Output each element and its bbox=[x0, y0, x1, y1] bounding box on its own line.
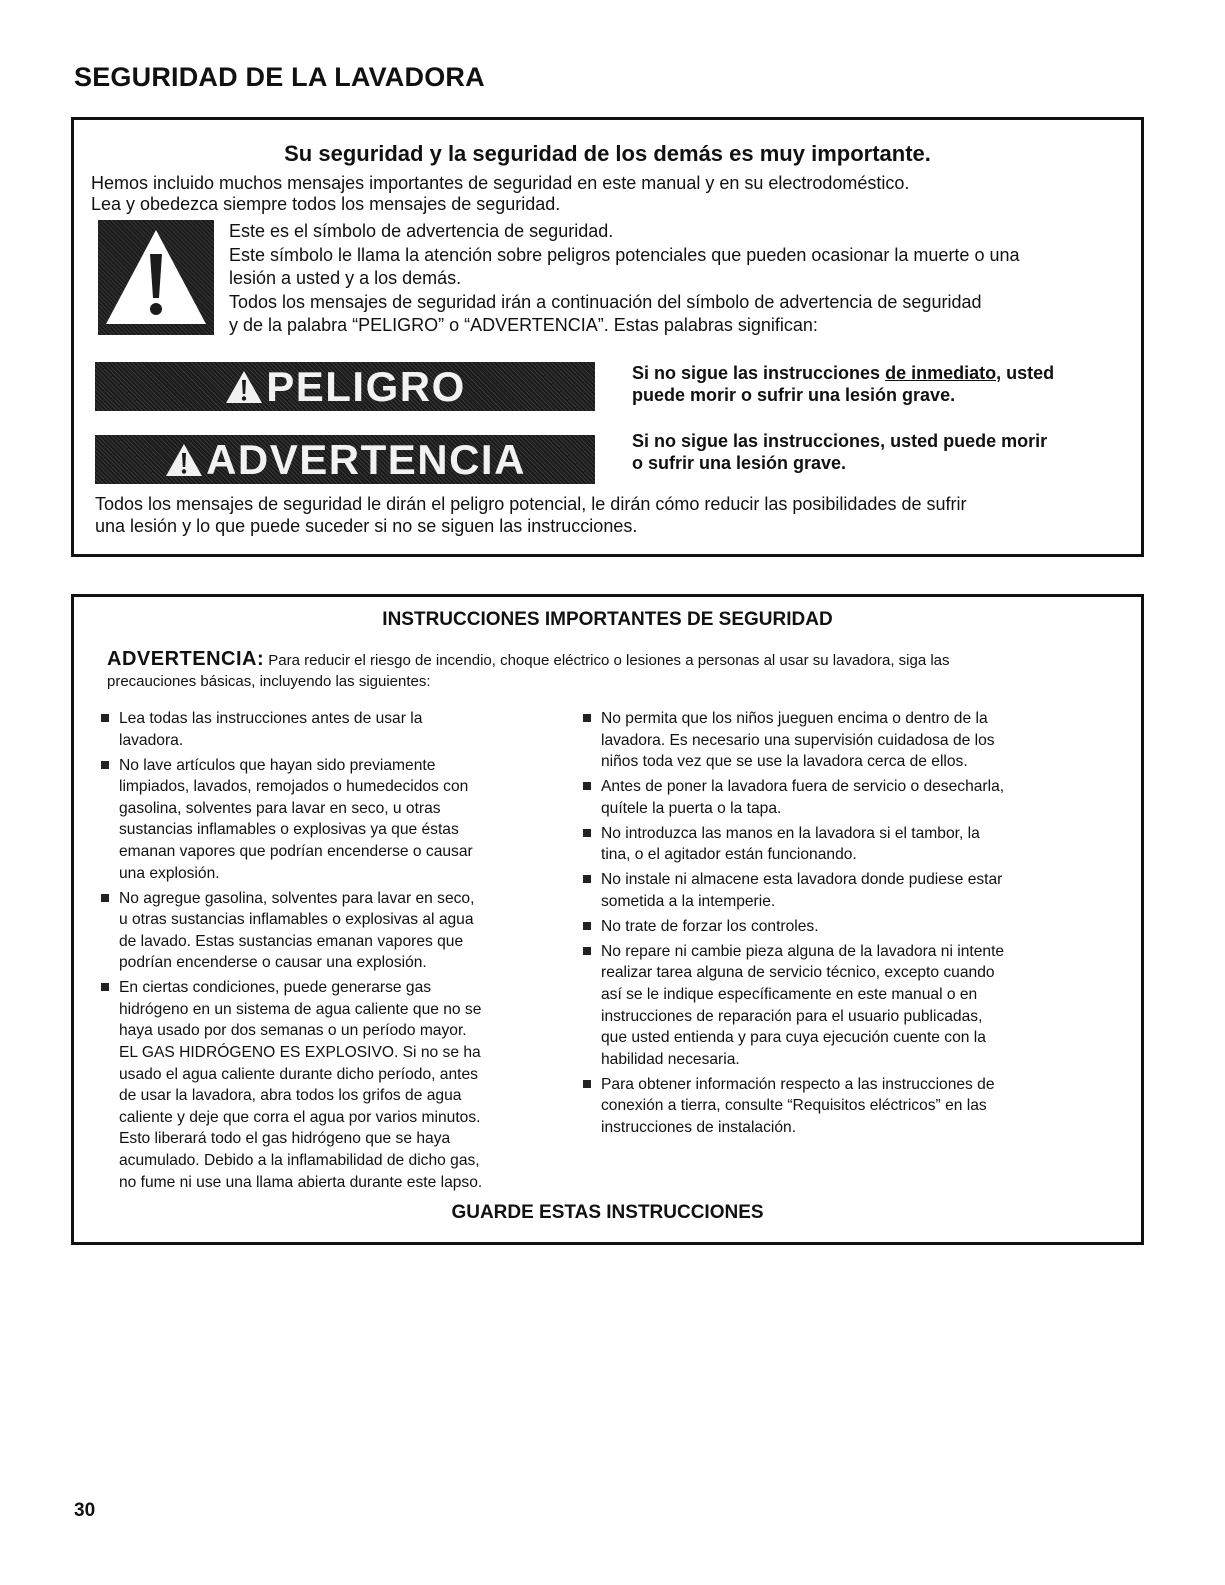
symbol-explanation bbox=[229, 220, 1129, 338]
instructions-right-column bbox=[583, 708, 1073, 1142]
instruction-line: lavadora. bbox=[119, 731, 184, 749]
warning-label: ADVERTENCIA bbox=[206, 436, 526, 483]
instruction-line: instrucciones de instalación. bbox=[601, 1119, 797, 1137]
instruction-line: tina, o el agitador están funcionando. bbox=[601, 846, 857, 864]
square-bullet-icon bbox=[583, 714, 591, 722]
square-bullet-icon bbox=[101, 761, 109, 769]
warning-description bbox=[632, 430, 1132, 474]
instruction-line: Lea todas las instrucciones antes de usar la bbox=[119, 710, 423, 727]
safety-intro bbox=[91, 173, 909, 215]
instruction-line: u otras sustancias inflamables o explosivas al agua bbox=[119, 911, 474, 929]
instruction-line: limpiados, lavados, remojados o humedecidos con bbox=[119, 778, 469, 796]
instruction-line: Para obtener información respecto a las instrucciones de bbox=[601, 1075, 995, 1093]
warning-text: Para reducir el riesgo de incendio, choque eléctrico o lesiones a personas al usar su lavadora, siga las bbox=[268, 652, 950, 669]
square-bullet-icon bbox=[583, 875, 591, 883]
instruction-line: de lavado. Estas sustancias emanan vapores que bbox=[119, 932, 464, 950]
instruction-line: haya usado por dos semanas o un período mayor. bbox=[119, 1022, 467, 1040]
instruction-line: No instale ni almacene esta lavadora donde pudiese estar bbox=[601, 871, 1003, 889]
instruction-line: instrucciones de reparación para el usuario publicadas, bbox=[601, 1007, 983, 1025]
instruction-line: podrían encenderse o causar una explosión. bbox=[119, 954, 427, 972]
danger-desc-text: Si no sigue las instrucciones bbox=[632, 363, 886, 383]
instruction-line: realizar tarea alguna de servicio técnico, excepto cuando bbox=[601, 964, 995, 982]
instruction-line: No permita que los niños jueguen encima o dentro de la bbox=[601, 710, 988, 727]
instruction-line: En ciertas condiciones, puede generarse gas bbox=[119, 979, 432, 997]
instruction-line: que usted entienda y para cuya ejecución cuente con la bbox=[601, 1029, 986, 1047]
instruction-line: sustancias inflamables o explosivas ya que éstas bbox=[119, 821, 459, 839]
instruction-line: conexión a tierra, consulte “Requisitos eléctricos” en las bbox=[601, 1097, 987, 1115]
instruction-item bbox=[101, 977, 541, 1193]
symbol-line: lesión a usted y a los demás. bbox=[229, 268, 462, 288]
square-bullet-icon bbox=[583, 922, 591, 930]
instruction-line: niños toda vez que se use la lavadora cerca de ellos. bbox=[601, 753, 968, 771]
page-title: SEGURIDAD DE LA LAVADORA bbox=[74, 62, 485, 92]
safety-heading: Su seguridad y la seguridad de los demás es muy importante. bbox=[284, 141, 931, 166]
footer-line: una lesión y lo que puede suceder si no se siguen las instrucciones. bbox=[95, 516, 638, 536]
intro-line: Lea y obedezca siempre todos los mensajes de seguridad. bbox=[91, 194, 561, 214]
instruction-line: no fume ni use una llama abierta durante este lapso. bbox=[119, 1173, 483, 1191]
square-bullet-icon bbox=[101, 894, 109, 902]
square-bullet-icon bbox=[583, 829, 591, 837]
symbol-line: y de la palabra “PELIGRO” o “ADVERTENCIA”. Estas palabras significan: bbox=[229, 315, 818, 335]
instructions-left-column bbox=[101, 708, 541, 1197]
instruction-line: No introduzca las manos en la lavadora si el tambor, la bbox=[601, 824, 980, 842]
instruction-item bbox=[583, 869, 1073, 912]
instruction-line: hidrógeno en un sistema de agua caliente que no se bbox=[119, 1000, 482, 1018]
danger-desc-text: puede morir o sufrir una lesión grave. bbox=[632, 385, 956, 405]
instruction-line: No repare ni cambie pieza alguna de la lavadora ni intente bbox=[601, 942, 1005, 960]
instruction-item bbox=[101, 888, 541, 974]
danger-label: PELIGRO bbox=[266, 363, 466, 410]
warning-triangle-icon bbox=[164, 442, 204, 478]
instructions-box bbox=[71, 594, 1144, 1245]
warning-desc-text: o sufrir una lesión grave. bbox=[632, 453, 847, 473]
safety-footer bbox=[95, 493, 1115, 537]
symbol-line: Todos los mensajes de seguridad irán a continuación del símbolo de advertencia de seguridad bbox=[229, 291, 982, 312]
instruction-line: No trate de forzar los controles. bbox=[601, 917, 819, 935]
instructions-warning bbox=[107, 649, 1117, 692]
instruction-line: habilidad necesaria. bbox=[601, 1050, 740, 1068]
square-bullet-icon bbox=[583, 947, 591, 955]
instruction-line: caliente y deje que corra el agua por varios minutos. bbox=[119, 1108, 481, 1126]
instruction-line: una explosión. bbox=[119, 864, 220, 882]
instruction-line: emanan vapores que podrían encenderse o causar bbox=[119, 842, 473, 860]
instruction-line: EL GAS HIDRÓGENO ES EXPLOSIVO. Si no se ha bbox=[119, 1044, 481, 1062]
instruction-line: sometida a la intemperie. bbox=[601, 892, 776, 910]
warning-text: precauciones básicas, incluyendo las siguientes: bbox=[107, 673, 431, 690]
instruction-item bbox=[583, 776, 1073, 819]
instruction-item bbox=[583, 823, 1073, 866]
warning-desc-text: Si no sigue las instrucciones, usted puede morir bbox=[632, 431, 1048, 451]
instruction-item bbox=[583, 916, 1073, 938]
footer-line: Todos los mensajes de seguridad le dirán el peligro potencial, le dirán cómo reducir las posibilidades de sufrir bbox=[95, 494, 967, 514]
instruction-line: No lave artículos que hayan sido previamente bbox=[119, 756, 436, 774]
instruction-line: gasolina, solventes para lavar en seco, u otras bbox=[119, 799, 441, 817]
intro-line: Hemos incluido muchos mensajes importantes de seguridad en este manual y en su electrodoméstico. bbox=[91, 173, 910, 193]
instruction-line: de usar la lavadora, abra todos los grifos de agua bbox=[119, 1087, 462, 1105]
square-bullet-icon bbox=[583, 1080, 591, 1088]
instruction-line: No agregue gasolina, solventes para lavar en seco, bbox=[119, 889, 475, 907]
instruction-line: quítele la puerta o la tapa. bbox=[601, 799, 782, 817]
save-instructions-footer: GUARDE ESTAS INSTRUCCIONES bbox=[451, 1202, 764, 1223]
symbol-line: Este símbolo le llama la atención sobre peligros potenciales que pueden ocasionar la muerte o una bbox=[229, 244, 1020, 265]
safety-message-box bbox=[71, 117, 1144, 557]
instruction-line: Esto liberará todo el gas hidrógeno que se haya bbox=[119, 1130, 451, 1148]
instruction-line: así se le indique específicamente en este manual o en bbox=[601, 986, 978, 1004]
warning-triangle-icon bbox=[224, 369, 264, 405]
square-bullet-icon bbox=[101, 983, 109, 991]
instructions-heading: INSTRUCCIONES IMPORTANTES DE SEGURIDAD bbox=[382, 609, 833, 630]
warning-triangle-icon bbox=[98, 220, 214, 335]
instruction-item bbox=[583, 708, 1073, 773]
instruction-item bbox=[583, 1074, 1073, 1139]
instruction-item bbox=[583, 941, 1073, 1071]
warning-signal-panel bbox=[95, 435, 595, 484]
danger-description bbox=[632, 362, 1132, 406]
instruction-line: lavadora. Es necesario una supervisión cuidadosa de los bbox=[601, 731, 995, 749]
safety-alert-symbol bbox=[98, 220, 214, 335]
instruction-item bbox=[101, 755, 541, 885]
danger-signal-panel bbox=[95, 362, 595, 411]
instruction-line: usado el agua caliente durante dicho período, antes bbox=[119, 1065, 478, 1083]
warning-word: ADVERTENCIA: bbox=[107, 648, 265, 670]
instruction-line: acumulado. Debido a la inflamabilidad de dicho gas, bbox=[119, 1152, 480, 1170]
danger-desc-text: , usted bbox=[996, 363, 1055, 383]
instruction-line: Antes de poner la lavadora fuera de servicio o desecharla, bbox=[601, 778, 1005, 796]
square-bullet-icon bbox=[101, 714, 109, 722]
instruction-item bbox=[101, 708, 541, 751]
square-bullet-icon bbox=[583, 782, 591, 790]
page-number: 30 bbox=[74, 1500, 96, 1521]
symbol-line: Este es el símbolo de advertencia de seguridad. bbox=[229, 221, 614, 241]
danger-desc-underlined: de inmediato bbox=[885, 363, 997, 383]
